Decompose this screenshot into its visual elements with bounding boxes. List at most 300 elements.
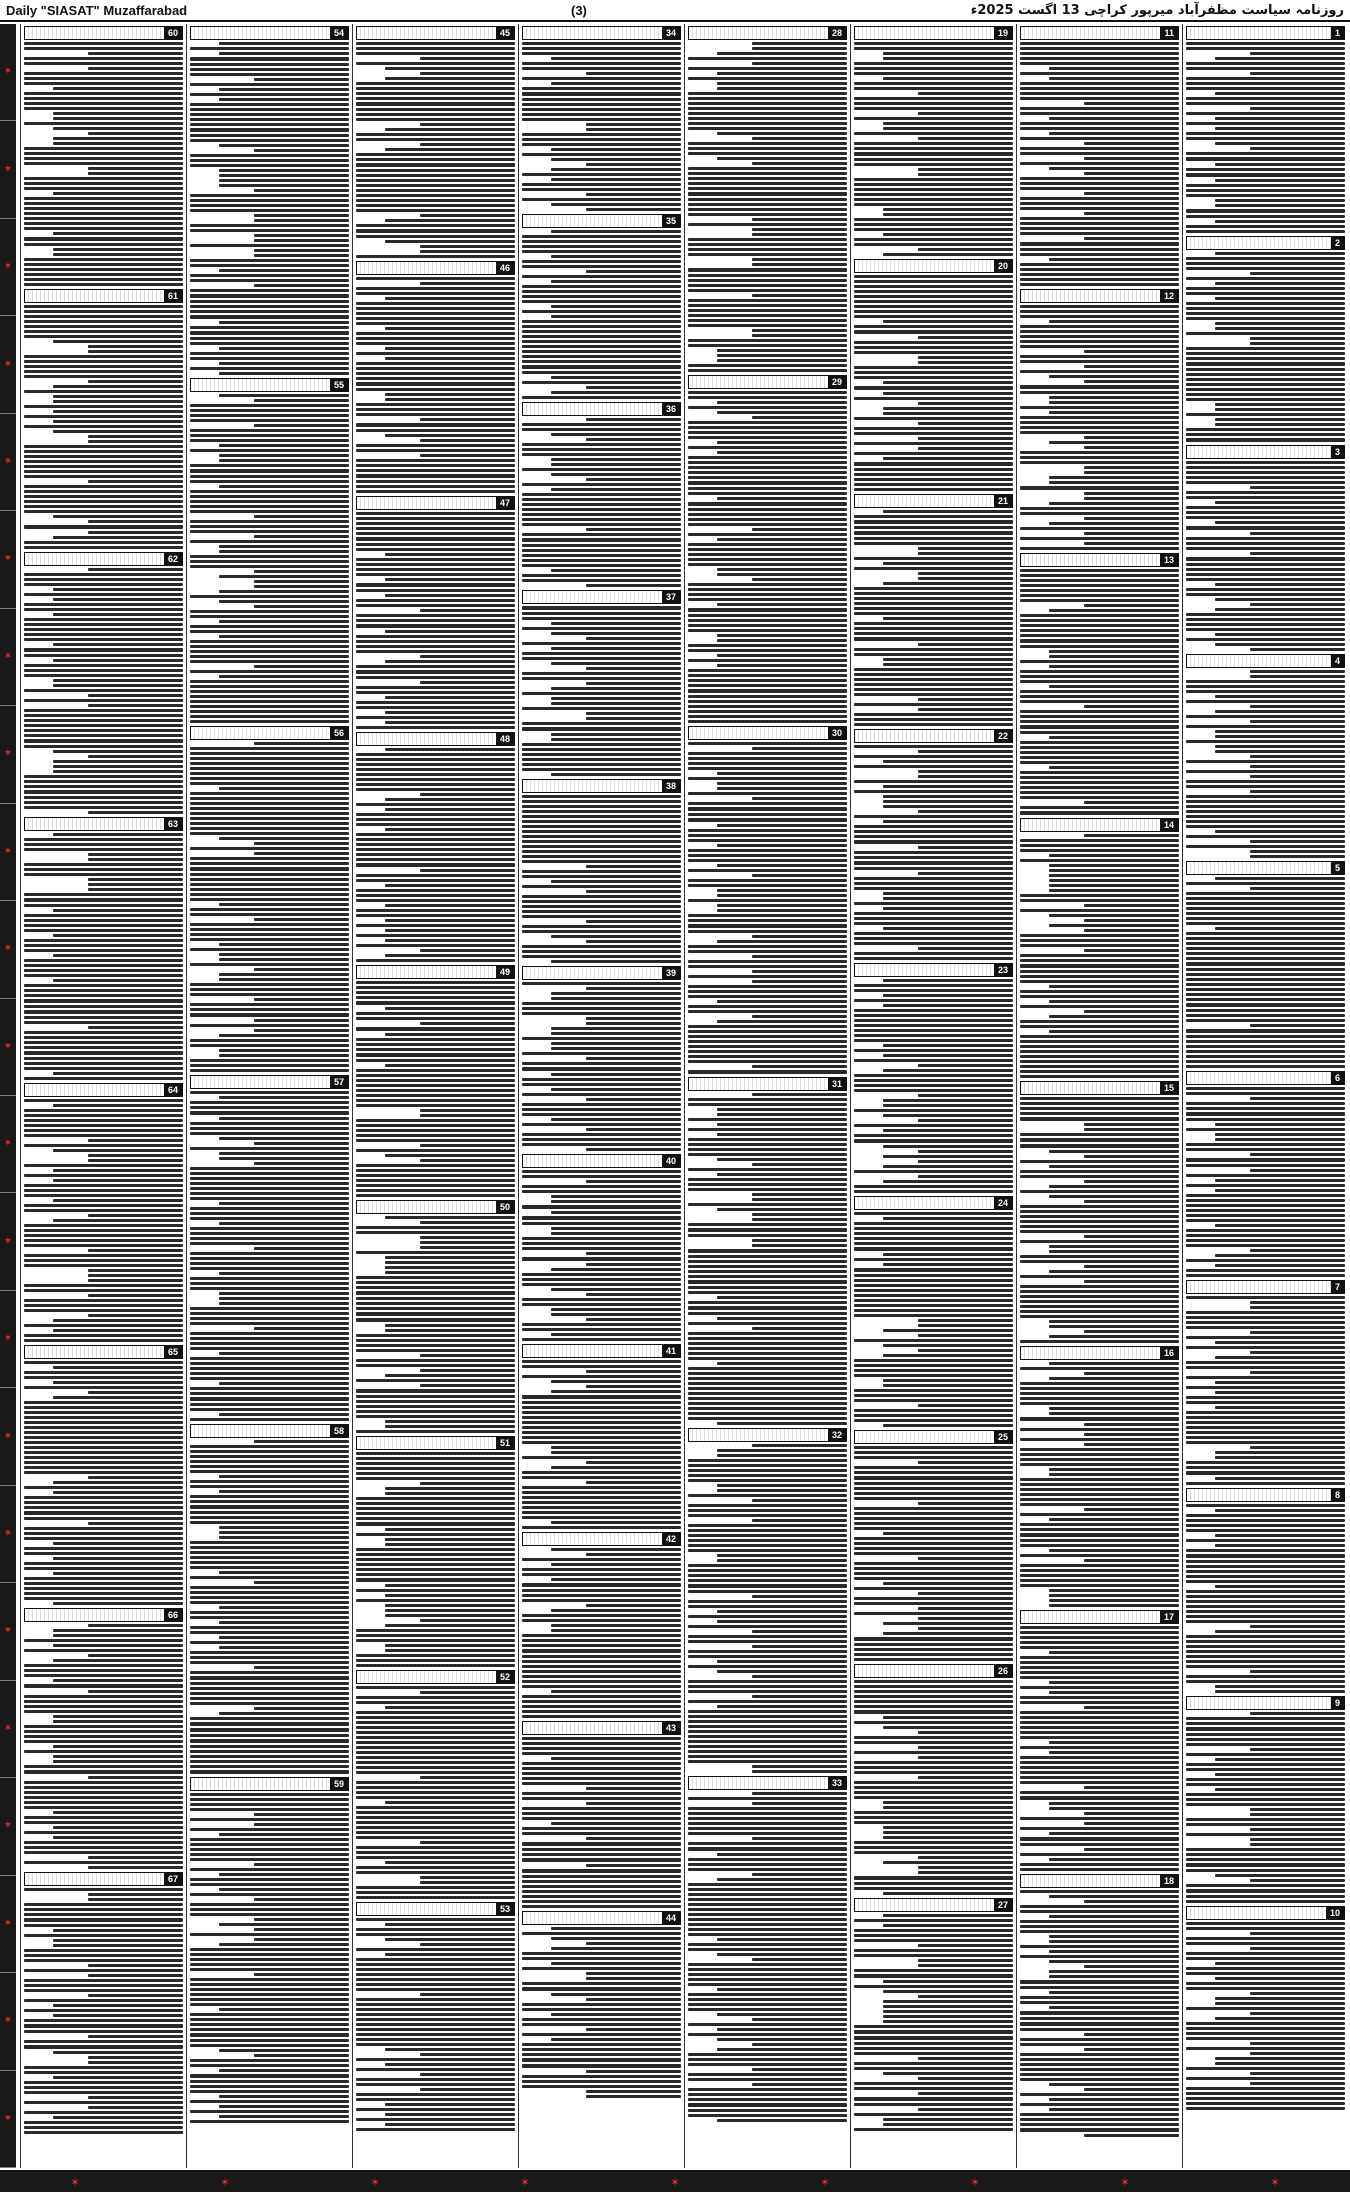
text-line: [854, 2052, 1013, 2055]
text-line: [24, 1451, 183, 1454]
text-line: [1020, 975, 1179, 978]
text-line: [190, 1003, 349, 1006]
text-line: [24, 490, 183, 493]
text-line: [854, 1374, 1013, 1377]
text-line: [854, 417, 1013, 420]
text-line: [688, 813, 847, 816]
text-line: [219, 2105, 349, 2108]
text-line: [688, 102, 847, 105]
text-line: [688, 1968, 847, 1971]
text-line: [1186, 1118, 1345, 1121]
text-line: [356, 706, 515, 709]
text-line: [1186, 2032, 1345, 2035]
text-line: [1215, 695, 1345, 698]
text-line: [1020, 660, 1179, 663]
text-line: [522, 1767, 681, 1770]
text-line: [385, 1609, 515, 1612]
notice-number: 1: [1331, 27, 1344, 39]
text-line: [522, 1298, 681, 1301]
text-line: [356, 543, 515, 546]
text-line: [53, 1836, 183, 1839]
text-line: [586, 418, 681, 421]
text-line: [1186, 132, 1345, 135]
text-line: [522, 513, 681, 516]
notice-number: 54: [330, 27, 348, 39]
text-line: [717, 1317, 847, 1320]
text-line: [1186, 715, 1345, 718]
text-line: [1186, 2087, 1345, 2090]
text-line: [190, 495, 349, 498]
text-line: [854, 2047, 1013, 2050]
notice-title-bar: [1187, 655, 1331, 667]
bottom-strip-cell: [520, 2176, 529, 2189]
text-line: [883, 2015, 1013, 2018]
text-line: [1186, 988, 1345, 991]
text-line: [688, 1228, 847, 1232]
text-line: [551, 376, 681, 379]
text-line: [1049, 1589, 1179, 1592]
text-line: [24, 1021, 183, 1024]
notice-number: 49: [496, 966, 514, 978]
text-line: [24, 1016, 183, 1019]
text-line: [752, 334, 847, 337]
text-line: [24, 1421, 183, 1424]
text-line: [190, 792, 349, 795]
text-line: [1084, 466, 1179, 469]
text-line: [522, 1568, 681, 1571]
text-line: [688, 2109, 847, 2112]
text-line: [190, 1242, 349, 1245]
text-line: [1020, 1910, 1179, 1913]
text-line: [1084, 497, 1179, 500]
text-line: [254, 1863, 349, 1866]
text-line: [854, 1974, 1013, 1978]
text-line: [356, 991, 515, 994]
text-line: [420, 1369, 515, 1372]
text-line: [356, 255, 515, 258]
text-line: [854, 1339, 1013, 1342]
text-line: [24, 1796, 183, 1799]
text-line: [551, 158, 681, 161]
text-line: [717, 82, 847, 85]
text-line: [752, 1163, 847, 1166]
text-line: [1215, 220, 1345, 223]
text-line: [688, 914, 847, 917]
text-line: [1250, 840, 1345, 843]
text-line: [356, 1312, 515, 1316]
notice-body: [190, 394, 349, 723]
text-line: [24, 1204, 183, 1207]
text-line: [854, 2042, 1013, 2045]
text-line: [88, 2061, 183, 2064]
text-line: [24, 994, 183, 997]
text-line: [1186, 1376, 1345, 1379]
text-line: [688, 1464, 847, 1467]
text-line: [1186, 902, 1345, 905]
text-line: [1215, 1341, 1345, 1344]
text-line: [522, 1614, 681, 1617]
text-line: [219, 321, 349, 324]
text-line: [854, 1648, 1013, 1651]
text-line: [356, 686, 515, 689]
text-line: [522, 1067, 681, 1071]
text-line: [551, 57, 681, 60]
notice-number: 46: [496, 262, 514, 274]
text-line: [1215, 598, 1345, 601]
text-line: [1020, 242, 1179, 246]
text-line: [522, 905, 681, 908]
text-line: [1020, 263, 1179, 266]
text-line: [1186, 287, 1345, 290]
text-line: [717, 1422, 847, 1425]
text-line: [854, 62, 1013, 65]
text-line: [551, 1032, 681, 1035]
text-line: [1250, 775, 1345, 778]
text-line: [1049, 685, 1179, 688]
text-line: [1020, 1539, 1179, 1542]
text-line: [522, 1273, 681, 1276]
text-line: [53, 934, 183, 937]
notice-number: 40: [662, 1155, 680, 1167]
text-line: [688, 508, 847, 511]
star-icon: ✶: [3, 1235, 13, 1247]
text-line: [1186, 1869, 1345, 1872]
text-line: [1049, 258, 1179, 261]
text-line: [688, 1750, 847, 1753]
text-line: [190, 1392, 349, 1395]
text-line: [190, 209, 349, 212]
text-line: [1186, 2047, 1345, 2050]
text-line: [918, 846, 1013, 849]
text-line: [1020, 197, 1179, 200]
text-line: [752, 1695, 847, 1698]
text-line: [53, 613, 183, 616]
text-line: [356, 179, 515, 182]
text-line: [190, 1287, 349, 1290]
text-line: [752, 258, 847, 261]
text-line: [854, 693, 1013, 696]
text-line: [88, 52, 183, 55]
text-line: [356, 1761, 515, 1764]
text-line: [1186, 277, 1345, 280]
text-line: [24, 546, 183, 549]
text-line: [688, 268, 847, 272]
text-line: [190, 1500, 349, 1503]
text-line: [586, 1293, 681, 1296]
text-line: [688, 1045, 847, 1048]
text-line: [688, 1203, 847, 1206]
text-line: [551, 1268, 681, 1271]
text-line: [854, 147, 1013, 150]
text-line: [854, 922, 1013, 925]
text-line: [918, 402, 1013, 405]
text-line: [854, 1919, 1013, 1922]
text-line: [254, 78, 349, 81]
text-line: [1186, 1003, 1345, 1007]
text-line: [688, 2078, 847, 2081]
text-line: [53, 420, 183, 423]
text-line: [1186, 1050, 1345, 1053]
text-line: [586, 1128, 681, 1131]
text-line: [854, 117, 1013, 120]
text-line: [1186, 1219, 1345, 1222]
text-line: [356, 568, 515, 571]
text-line: [1186, 1014, 1345, 1017]
text-line: [1020, 746, 1179, 749]
text-line: [356, 464, 515, 467]
text-line: [854, 1527, 1013, 1530]
text-line: [24, 455, 183, 458]
text-line: [190, 505, 349, 508]
text-line: [356, 1806, 515, 1809]
text-line: [854, 1969, 1013, 1972]
notice-header: [688, 726, 847, 740]
text-line: [190, 2110, 349, 2113]
text-line: [190, 1546, 349, 1549]
text-line: [1049, 1915, 1179, 1918]
text-line: [190, 464, 349, 467]
text-line: [356, 1124, 515, 1127]
notice-title-bar: [191, 727, 330, 739]
text-line: [688, 1700, 847, 1703]
star-icon: ✶: [3, 163, 13, 175]
strip-cell: [0, 219, 16, 316]
text-line: [88, 1522, 183, 1525]
text-line: [190, 1106, 349, 1109]
text-line: [752, 1595, 847, 1598]
text-line: [522, 1869, 681, 1873]
text-line: [918, 1617, 1013, 1620]
text-line: [356, 874, 515, 877]
text-line: [522, 428, 681, 431]
text-line: [24, 505, 183, 508]
text-line: [688, 471, 847, 474]
text-line: [1020, 486, 1179, 490]
text-line: [586, 1998, 681, 2001]
text-line: [219, 42, 349, 45]
text-line: [356, 1896, 515, 1899]
text-line: [551, 305, 681, 308]
text-line: [1186, 845, 1345, 848]
text-line: [24, 1587, 183, 1590]
text-line: [1215, 1509, 1345, 1512]
text-line: [586, 128, 681, 131]
text-line: [356, 1599, 515, 1602]
text-line: [854, 1710, 1013, 1714]
text-line: [356, 1741, 515, 1744]
notice-block: [1186, 236, 1345, 442]
text-line: [1049, 1970, 1179, 1973]
text-line: [1215, 163, 1345, 166]
text-line: [688, 446, 847, 449]
text-line: [1186, 563, 1345, 566]
text-line: [688, 319, 847, 322]
text-line: [1020, 1170, 1179, 1173]
text-line: [1084, 1280, 1179, 1283]
text-line: [522, 875, 681, 878]
text-line: [356, 2038, 515, 2041]
text-line: [752, 1519, 847, 1522]
text-line: [385, 1706, 515, 1709]
text-line: [356, 474, 515, 478]
text-line: [854, 557, 1013, 560]
text-line: [522, 1987, 681, 1991]
text-line: [1186, 725, 1345, 728]
notice-number: 36: [662, 403, 680, 415]
text-line: [385, 808, 515, 811]
text-line: [522, 1395, 681, 1399]
text-line: [717, 904, 847, 907]
text-line: [190, 695, 349, 698]
notice-block: [1186, 445, 1345, 651]
text-line: [254, 424, 349, 427]
text-line: [854, 1414, 1013, 1417]
text-line: [1049, 320, 1179, 323]
text-line: [1020, 112, 1179, 115]
notice-block: [688, 375, 847, 723]
text-line: [219, 1352, 349, 1355]
text-line: [1250, 532, 1345, 535]
text-line: [356, 1836, 515, 1839]
text-line: [688, 1118, 847, 1121]
text-line: [688, 1286, 847, 1289]
text-line: [190, 409, 349, 412]
text-line: [356, 194, 515, 197]
notice-number: 22: [994, 730, 1012, 742]
text-line: [24, 974, 183, 977]
text-line: [385, 1324, 515, 1327]
text-line: [356, 889, 515, 892]
text-line: [854, 305, 1013, 308]
text-line: [854, 1985, 1013, 1988]
text-line: [53, 1381, 183, 1384]
text-line: [53, 1542, 183, 1545]
text-line: [688, 1807, 847, 1810]
text-line: [586, 123, 681, 126]
text-line: [1186, 835, 1345, 838]
text-line: [24, 1725, 183, 1728]
text-line: [1084, 142, 1179, 145]
text-line: [1186, 1942, 1345, 1945]
text-line: [688, 839, 847, 842]
text-line: [717, 1620, 847, 1623]
text-line: [24, 1517, 183, 1520]
text-line: [688, 829, 847, 832]
text-line: [752, 2018, 847, 2021]
text-line: [854, 386, 1013, 390]
text-line: [356, 1379, 515, 1382]
text-line: [24, 1913, 183, 1916]
text-line: [190, 802, 349, 805]
notice-number: 33: [828, 1777, 846, 1789]
text-line: [752, 1065, 847, 1068]
text-line: [688, 644, 847, 647]
text-line: [918, 1746, 1013, 1749]
notice-header: [854, 729, 1013, 743]
text-line: [356, 229, 515, 233]
text-line: [883, 658, 1013, 661]
text-line: [1186, 1900, 1345, 1903]
text-line: [24, 1289, 183, 1292]
text-line: [854, 1019, 1013, 1022]
text-line: [385, 1064, 515, 1067]
text-line: [883, 562, 1013, 565]
text-line: [356, 1169, 515, 1172]
text-line: [918, 698, 1013, 701]
text-line: [551, 203, 681, 206]
text-line: [1186, 47, 1345, 50]
text-line: [190, 1798, 349, 1801]
text-line: [752, 1218, 847, 1221]
text-line: [1215, 1123, 1345, 1126]
text-line: [1020, 771, 1179, 774]
text-line: [1186, 613, 1345, 616]
text-line: [1186, 1680, 1345, 1683]
text-line: [24, 450, 183, 453]
text-line: [854, 2036, 1013, 2040]
text-line: [190, 963, 349, 966]
text-line: [190, 1122, 349, 1125]
text-line: [854, 1079, 1013, 1082]
text-line: [586, 987, 681, 990]
notice-title-bar: [689, 1429, 828, 1441]
text-line: [24, 1674, 183, 1677]
text-line: [24, 638, 183, 641]
text-line: [356, 2018, 515, 2021]
text-line: [1186, 1087, 1345, 1090]
text-line: [688, 2058, 847, 2061]
text-line: [190, 655, 349, 658]
text-line: [24, 1114, 183, 1117]
text-line: [1186, 1590, 1345, 1593]
text-line: [1049, 476, 1179, 479]
text-line: [356, 1467, 515, 1470]
text-column: [850, 24, 1016, 2168]
text-line: [356, 1553, 515, 1556]
notice-body: [688, 1444, 847, 1773]
text-line: [1215, 1391, 1345, 1394]
text-line: [190, 1963, 349, 1966]
text-line: [717, 1296, 847, 1299]
text-line: [522, 1695, 681, 1698]
text-line: [688, 1474, 847, 1477]
notice-title-bar: [1187, 862, 1331, 874]
text-line: [854, 602, 1013, 605]
text-line: [420, 439, 515, 442]
text-line: [385, 721, 515, 724]
text-line: [1215, 501, 1345, 504]
text-line: [717, 2119, 847, 2122]
text-line: [688, 1183, 847, 1186]
text-line: [1186, 1519, 1345, 1522]
text-line: [1020, 1070, 1179, 1073]
text-line: [1020, 2103, 1179, 2106]
text-line: [1049, 441, 1179, 444]
text-line: [219, 1943, 349, 1946]
text-line: [190, 2018, 349, 2021]
text-line: [24, 1234, 183, 1237]
text-line: [854, 427, 1013, 430]
text-line: [24, 785, 183, 788]
text-line: [1186, 62, 1345, 65]
text-line: [1020, 92, 1179, 95]
text-line: [1020, 781, 1179, 784]
text-line: [854, 1389, 1013, 1392]
text-line: [190, 893, 349, 896]
text-line: [24, 898, 183, 902]
text-line: [24, 1851, 183, 1854]
text-line: [688, 879, 847, 882]
